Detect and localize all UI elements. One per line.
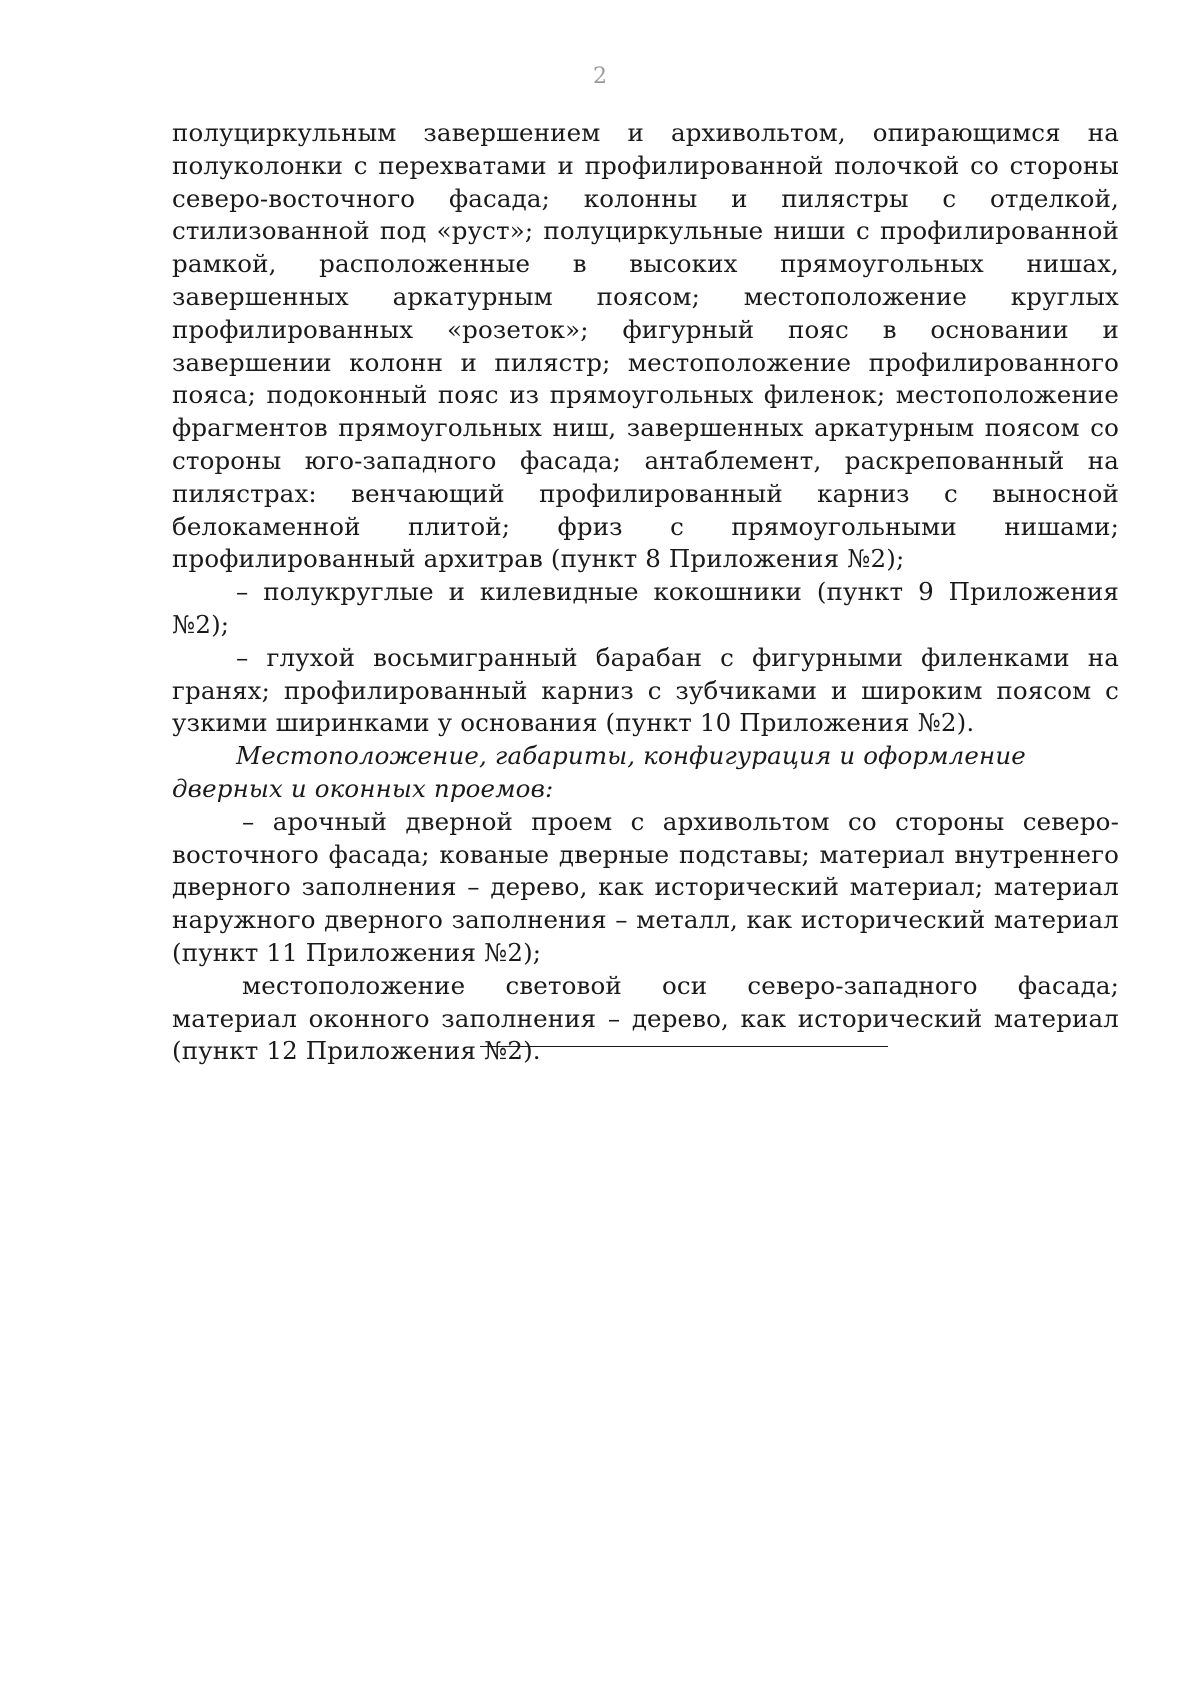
page-number: 2 xyxy=(593,64,607,89)
paragraph-door-opening: – арочный дверной проем с архивольтом со стороны северо-восточного фасада; кованые дверные подставы; материал внутреннего дверного заполнения – дерево, как исторический материал; материал наружного дверного заполнения – металл, как исторический материал (пункт 11 Приложения №2); xyxy=(172,806,1119,967)
document-body xyxy=(172,117,1119,1068)
section-heading-openings: Местоположение, габариты, конфигурация и оформление дверных и оконных проемов: xyxy=(172,741,1026,803)
paragraph-facade-elements: полуциркульным завершением и архивольтом, опирающимся на полуколонки с перехватами и профилированной полочкой со стороны северо-восточного фасада; колонны и пилястры с отделкой, стилизованной под «руст»; полуциркульные ниши с профилированной рамкой, расположенные в высоких прямоугольных нишах, завершенных аркатурным поясом; местоположение круглых профилированных «розеток»; фигурный пояс в основании и завершении колонн и пилястр; местоположение профилированного пояса; подоконный пояс из прямоугольных филенок; местоположение фрагментов прямоугольных ниш, завершенных аркатурным поясом со стороны юго-западного фасада; антаблемент, раскрепованный на пилястрах: венчающий профилированный карниз с выносной белокаменной плитой; фриз с прямоугольными нишами; профилированный архитрав (пункт 8 Приложения №2); xyxy=(172,118,1119,574)
paragraph-kokoshniki: – полукруглые и килевидные кокошники (пункт 9 Приложения №2); xyxy=(172,577,1119,639)
paragraph-window-axis: местоположение световой оси северо-западного фасада; материал оконного заполнения – дерево, как исторический материал (пункт 12 Приложения №2). xyxy=(172,970,1119,1066)
paragraph-drum: – глухой восьмигранный барабан с фигурными филенками на гранях; профилированный карниз с зубчиками и широким поясом с узкими ширинками у основания (пункт 10 Приложения №2). xyxy=(172,642,1119,738)
end-divider-line xyxy=(480,1046,888,1047)
